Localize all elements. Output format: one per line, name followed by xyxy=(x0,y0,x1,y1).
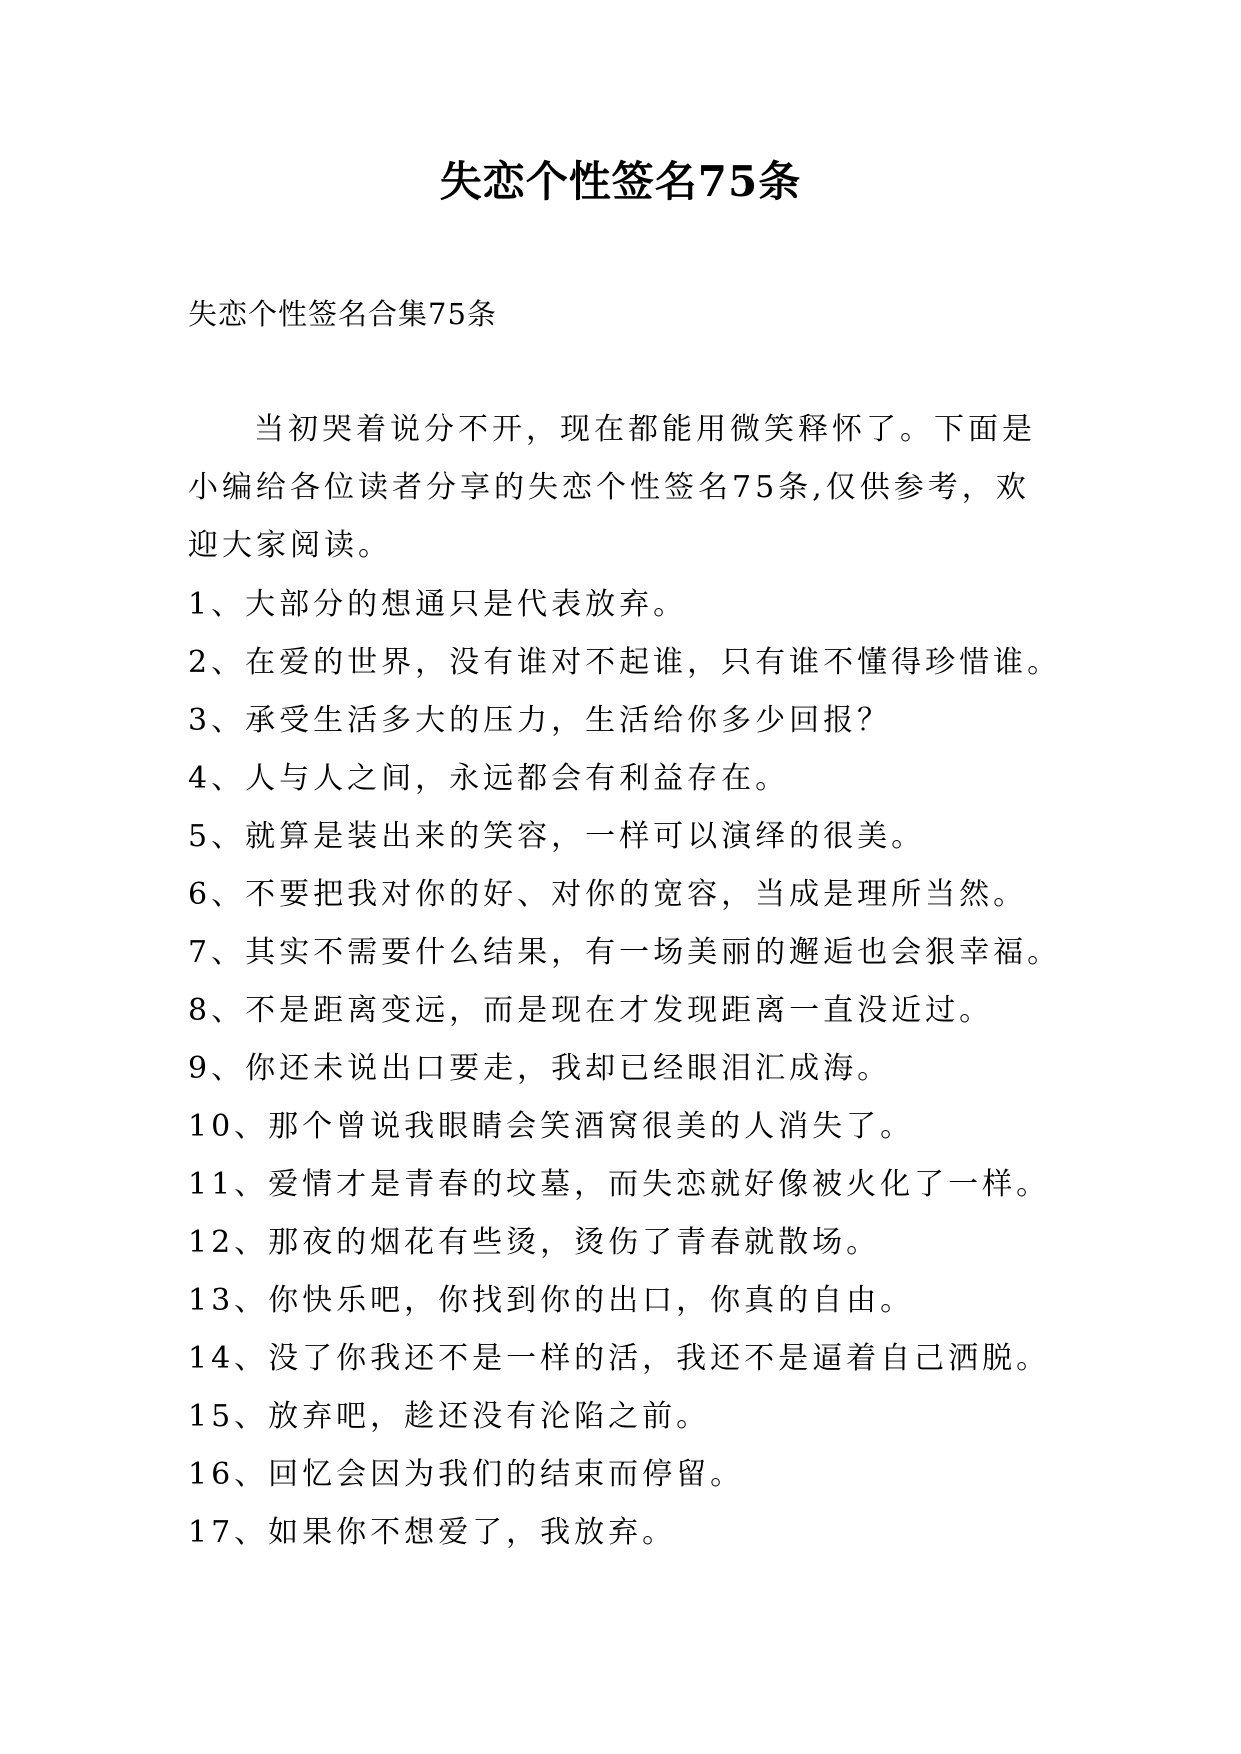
list-item: 16、回忆会因为我们的结束而停留。 xyxy=(188,1457,745,1492)
list-item: 8、不是距离变远，而是现在才发现距离一直没近过。 xyxy=(188,993,994,1028)
signature-list xyxy=(188,576,1068,1562)
list-item: 12、那夜的烟花有些烫，烫伤了青春就散场。 xyxy=(188,1225,881,1260)
list-item: 17、如果你不想爱了，我放弃。 xyxy=(188,1515,677,1550)
list-item: 14、没了你我还不是一样的活，我还不是逼着自己洒脱。 xyxy=(188,1341,1051,1376)
list-item: 7、其实不需要什么结果，有一场美丽的邂逅也会狠幸福。 xyxy=(188,935,1062,970)
intro-paragraph: 当初哭着说分不开，现在都能用微笑释怀了。下面是小编给各位读者分享的失恋个性签名75条,仅供参考，欢迎大家阅读。 xyxy=(188,412,1036,563)
list-item: 13、你快乐吧，你找到你的出口，你真的自由。 xyxy=(188,1283,915,1318)
list-item: 6、不要把我对你的好、对你的宽容，当成是理所当然。 xyxy=(188,877,1028,912)
list-item: 4、人与人之间，永远都会有利益存在。 xyxy=(188,761,790,796)
list-item: 1、大部分的想通只是代表放弃。 xyxy=(188,587,688,622)
list-item: 11、爱情才是青春的坟墓，而失恋就好像被火化了一样。 xyxy=(188,1167,1051,1202)
list-item: 15、放弃吧，趁还没有沦陷之前。 xyxy=(188,1399,711,1434)
document-subtitle: 失恋个性签名合集75条 xyxy=(188,297,497,331)
list-item: 10、那个曾说我眼睛会笑酒窝很美的人消失了。 xyxy=(188,1109,915,1144)
document-title: 失恋个性签名75条 xyxy=(439,157,802,206)
list-item: 5、就算是装出来的笑容，一样可以演绎的很美。 xyxy=(188,819,926,854)
list-item: 3、承受生活多大的压力，生活给你多少回报？ xyxy=(188,703,892,738)
list-item: 9、你还未说出口要走，我却已经眼泪汇成海。 xyxy=(188,1051,892,1086)
list-item: 2、在爱的世界，没有谁对不起谁，只有谁不懂得珍惜谁。 xyxy=(188,645,1062,680)
